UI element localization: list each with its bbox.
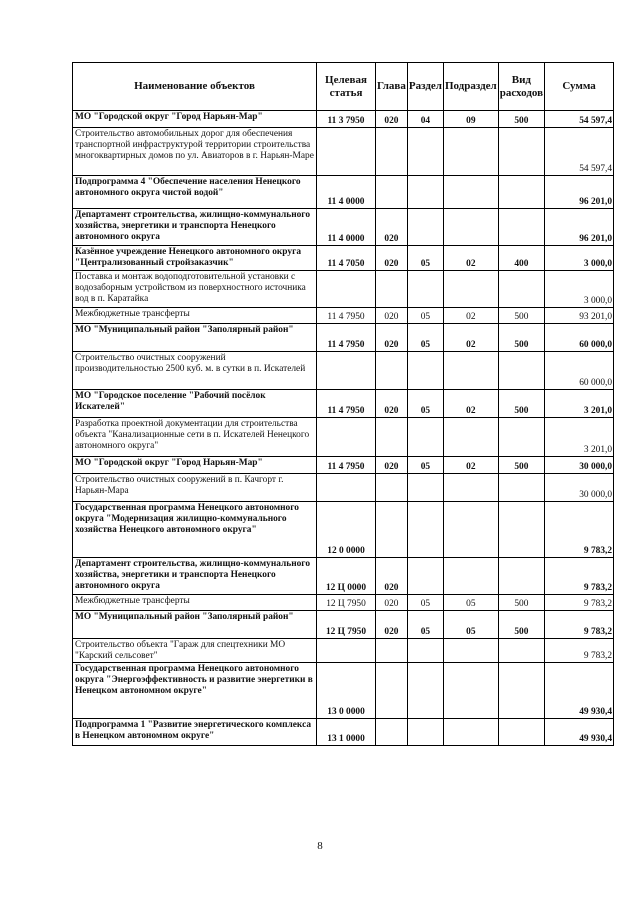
cell-subsection: 02 <box>443 324 498 352</box>
cell-sum: 9 783,2 <box>545 611 614 639</box>
table-row <box>73 558 614 595</box>
header-article: Целевая статья <box>317 63 376 111</box>
cell-article: 11 4 7950 <box>317 390 376 418</box>
table-row <box>73 324 614 352</box>
cell-section <box>407 639 443 663</box>
cell-article <box>317 639 376 663</box>
cell-section: 04 <box>407 111 443 128</box>
header-chapter: Глава <box>376 63 408 111</box>
header-expense-type: Вид расходов <box>498 63 544 111</box>
cell-sum: 54 597,4 <box>545 128 614 176</box>
cell-sum: 3 000,0 <box>545 271 614 308</box>
cell-subsection: 05 <box>443 611 498 639</box>
cell-subsection <box>443 271 498 308</box>
cell-name: МО "Муниципальный район "Заполярный район" <box>73 324 317 352</box>
cell-chapter <box>376 176 408 209</box>
cell-chapter: 020 <box>376 209 408 246</box>
cell-article: 11 4 0000 <box>317 176 376 209</box>
cell-chapter <box>376 663 408 719</box>
cell-article: 11 3 7950 <box>317 111 376 128</box>
table-row <box>73 611 614 639</box>
table-row <box>73 474 614 502</box>
cell-section <box>407 176 443 209</box>
cell-name: Государственная программа Ненецкого автономного округа "Энергоэффективность и развитие энергетики в Ненецком автономном округе" <box>73 663 317 719</box>
cell-section: 05 <box>407 390 443 418</box>
cell-expense-type <box>498 176 544 209</box>
cell-section <box>407 271 443 308</box>
cell-subsection <box>443 418 498 457</box>
table-row <box>73 246 614 271</box>
cell-name: Строительство очистных сооружений производительностью 2500 куб. м. в сутки в п. Искателей <box>73 352 317 390</box>
header-subsection: Подраздел <box>443 63 498 111</box>
cell-sum: 3 000,0 <box>545 246 614 271</box>
cell-sum: 30 000,0 <box>545 474 614 502</box>
cell-sum: 49 930,4 <box>545 719 614 746</box>
cell-chapter: 020 <box>376 611 408 639</box>
cell-article: 11 4 0000 <box>317 209 376 246</box>
cell-chapter <box>376 719 408 746</box>
cell-section <box>407 663 443 719</box>
cell-name: Подпрограмма 4 "Обеспечение населения Ненецкого автономного округа чистой водой" <box>73 176 317 209</box>
cell-article <box>317 474 376 502</box>
cell-chapter: 020 <box>376 558 408 595</box>
cell-name: Межбюджетные трансферты <box>73 308 317 324</box>
cell-sum: 3 201,0 <box>545 418 614 457</box>
cell-chapter: 020 <box>376 308 408 324</box>
cell-chapter: 020 <box>376 457 408 474</box>
cell-article: 13 0 0000 <box>317 663 376 719</box>
header-name: Наименование объектов <box>73 63 317 111</box>
cell-chapter: 020 <box>376 390 408 418</box>
cell-name: МО "Городской округ "Город Нарьян-Мар" <box>73 457 317 474</box>
cell-expense-type: 500 <box>498 611 544 639</box>
cell-expense-type <box>498 209 544 246</box>
cell-name: Межбюджетные трансферты <box>73 595 317 611</box>
table-body <box>73 111 614 746</box>
page-number: 8 <box>317 840 323 852</box>
cell-expense-type <box>498 502 544 558</box>
table-header-row <box>73 63 614 111</box>
cell-subsection: 09 <box>443 111 498 128</box>
cell-article: 11 4 7950 <box>317 457 376 474</box>
cell-subsection <box>443 558 498 595</box>
cell-expense-type <box>498 474 544 502</box>
cell-article <box>317 271 376 308</box>
cell-expense-type: 500 <box>498 390 544 418</box>
cell-name: Казённое учреждение Ненецкого автономного округа "Централизованный стройзаказчик" <box>73 246 317 271</box>
cell-subsection: 02 <box>443 457 498 474</box>
cell-article: 12 0 0000 <box>317 502 376 558</box>
cell-subsection <box>443 719 498 746</box>
cell-article <box>317 352 376 390</box>
cell-sum: 30 000,0 <box>545 457 614 474</box>
cell-section <box>407 352 443 390</box>
cell-section: 05 <box>407 324 443 352</box>
cell-expense-type <box>498 271 544 308</box>
cell-subsection: 02 <box>443 246 498 271</box>
cell-name: Государственная программа Ненецкого автономного округа "Модернизация жилищно-коммунального хозяйства Ненецкого автономного округа" <box>73 502 317 558</box>
cell-chapter <box>376 474 408 502</box>
header-sum: Сумма <box>545 63 614 111</box>
cell-expense-type <box>498 128 544 176</box>
cell-expense-type <box>498 558 544 595</box>
table-row <box>73 595 614 611</box>
cell-subsection <box>443 639 498 663</box>
cell-article: 12 Ц 7950 <box>317 611 376 639</box>
table-row <box>73 352 614 390</box>
cell-name: Строительство объекта "Гараж для спецтехники МО "Карский сельсовет" <box>73 639 317 663</box>
cell-name: Подпрограмма 1 "Развитие энергетического комплекса в Ненецком автономном округе" <box>73 719 317 746</box>
cell-sum: 9 783,2 <box>545 595 614 611</box>
cell-name: МО "Городское поселение "Рабочий посёлок Искателей" <box>73 390 317 418</box>
cell-section: 05 <box>407 595 443 611</box>
cell-section <box>407 474 443 502</box>
cell-subsection <box>443 352 498 390</box>
cell-expense-type: 500 <box>498 308 544 324</box>
cell-article: 13 1 0000 <box>317 719 376 746</box>
cell-section <box>407 502 443 558</box>
cell-section <box>407 209 443 246</box>
cell-section: 05 <box>407 611 443 639</box>
table-row <box>73 271 614 308</box>
cell-sum: 9 783,2 <box>545 558 614 595</box>
table-row <box>73 176 614 209</box>
cell-subsection <box>443 209 498 246</box>
cell-section: 05 <box>407 246 443 271</box>
cell-expense-type <box>498 418 544 457</box>
cell-sum: 96 201,0 <box>545 176 614 209</box>
cell-chapter <box>376 639 408 663</box>
cell-chapter <box>376 271 408 308</box>
cell-sum: 49 930,4 <box>545 663 614 719</box>
cell-chapter: 020 <box>376 324 408 352</box>
cell-name: Департамент строительства, жилищно-коммунального хозяйства, энергетики и транспорта Ненецкого автономного округа <box>73 209 317 246</box>
cell-subsection <box>443 128 498 176</box>
table-row <box>73 663 614 719</box>
cell-sum: 3 201,0 <box>545 390 614 418</box>
cell-sum: 9 783,2 <box>545 639 614 663</box>
table-row <box>73 209 614 246</box>
cell-article: 11 4 7950 <box>317 308 376 324</box>
cell-sum: 96 201,0 <box>545 209 614 246</box>
cell-subsection <box>443 176 498 209</box>
cell-subsection <box>443 502 498 558</box>
cell-chapter: 020 <box>376 246 408 271</box>
cell-chapter: 020 <box>376 595 408 611</box>
table-row <box>73 111 614 128</box>
cell-chapter <box>376 352 408 390</box>
cell-section: 05 <box>407 308 443 324</box>
table-row <box>73 719 614 746</box>
cell-expense-type: 500 <box>498 111 544 128</box>
cell-section <box>407 418 443 457</box>
cell-expense-type: 500 <box>498 595 544 611</box>
cell-chapter <box>376 502 408 558</box>
cell-sum: 93 201,0 <box>545 308 614 324</box>
cell-chapter: 020 <box>376 111 408 128</box>
cell-expense-type: 500 <box>498 324 544 352</box>
cell-name: Строительство автомобильных дорог для обеспечения транспортной инфраструктурой территории строительства многоквартирных домов по ул. Авиаторов в г. Нарьян-Маре <box>73 128 317 176</box>
cell-name: Разработка проектной документации для строительства объекта "Канализационные сети в п. Искателей Ненецкого автономного округа" <box>73 418 317 457</box>
cell-expense-type <box>498 352 544 390</box>
cell-sum: 60 000,0 <box>545 324 614 352</box>
budget-table <box>72 62 614 746</box>
cell-expense-type <box>498 663 544 719</box>
cell-name: Строительство очистных сооружений в п. Качгорт г. Нарьян-Мара <box>73 474 317 502</box>
cell-subsection: 02 <box>443 390 498 418</box>
cell-subsection <box>443 663 498 719</box>
cell-article: 11 4 7050 <box>317 246 376 271</box>
table-row <box>73 457 614 474</box>
cell-sum: 54 597,4 <box>545 111 614 128</box>
cell-expense-type: 400 <box>498 246 544 271</box>
table-row <box>73 639 614 663</box>
cell-name: Поставка и монтаж водоподготовительной установки с водозаборным устройством из поверхностного источника вод в п. Каратайка <box>73 271 317 308</box>
table-row <box>73 418 614 457</box>
cell-sum: 9 783,2 <box>545 502 614 558</box>
cell-name: Департамент строительства, жилищно-коммунального хозяйства, энергетики и транспорта Ненецкого автономного округа <box>73 558 317 595</box>
cell-section <box>407 128 443 176</box>
cell-expense-type <box>498 639 544 663</box>
table-row <box>73 128 614 176</box>
cell-name: МО "Городской округ "Город Нарьян-Мар" <box>73 111 317 128</box>
table-row <box>73 308 614 324</box>
cell-expense-type <box>498 719 544 746</box>
cell-chapter <box>376 418 408 457</box>
cell-subsection: 05 <box>443 595 498 611</box>
cell-article <box>317 128 376 176</box>
cell-article <box>317 418 376 457</box>
cell-section <box>407 558 443 595</box>
table-row <box>73 502 614 558</box>
cell-section: 05 <box>407 457 443 474</box>
cell-name: МО "Муниципальный район "Заполярный район" <box>73 611 317 639</box>
cell-article: 12 Ц 0000 <box>317 558 376 595</box>
cell-subsection <box>443 474 498 502</box>
cell-expense-type: 500 <box>498 457 544 474</box>
cell-sum: 60 000,0 <box>545 352 614 390</box>
table-row <box>73 390 614 418</box>
cell-article: 12 Ц 7950 <box>317 595 376 611</box>
header-section: Раздел <box>407 63 443 111</box>
cell-article: 11 4 7950 <box>317 324 376 352</box>
cell-chapter <box>376 128 408 176</box>
cell-subsection: 02 <box>443 308 498 324</box>
cell-section <box>407 719 443 746</box>
